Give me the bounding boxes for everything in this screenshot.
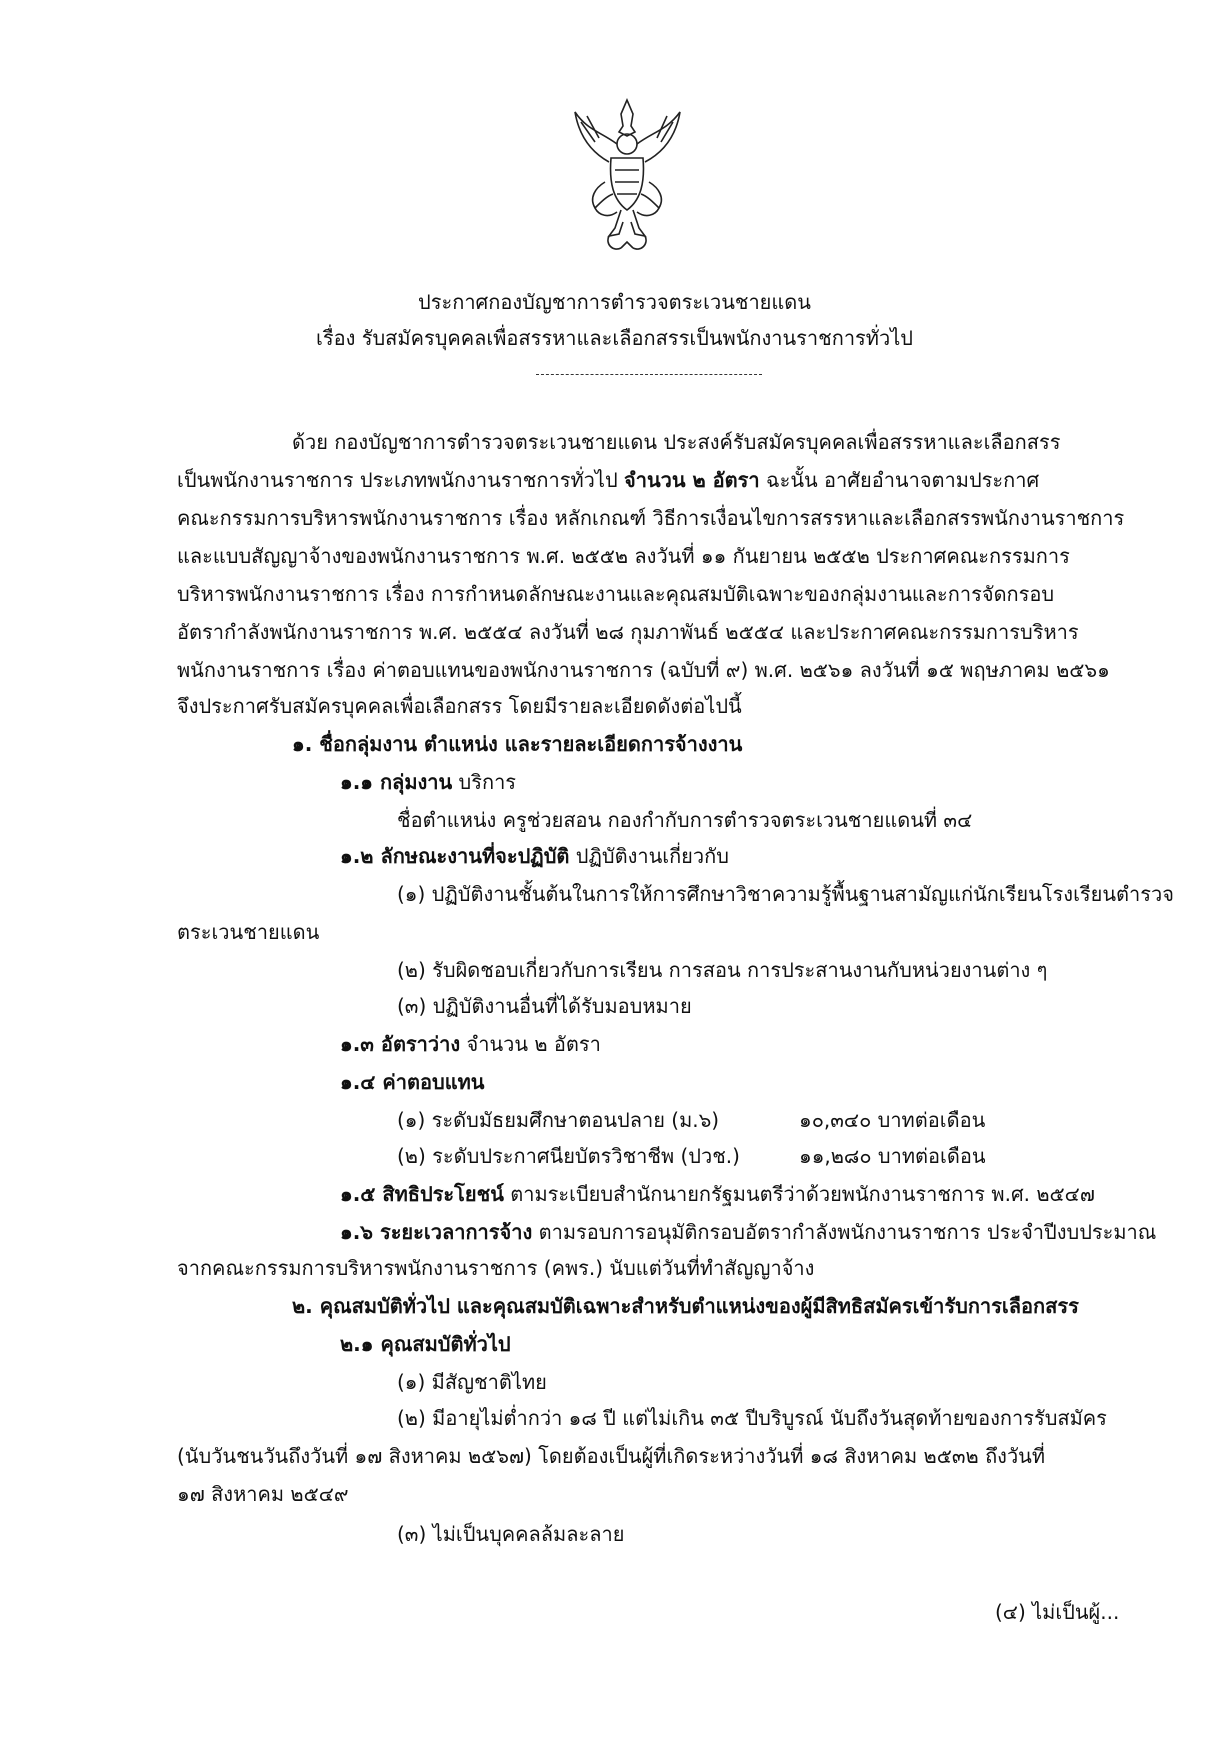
qualification-item-cont: (นับวันชนวันถึงวันที่ ๑๗ สิงหาคม ๒๕๖๗) โดยต้องเป็นผู้ที่เกิดระหว่างวันที่ ๑๘ สิงหาคม ๒๕๓๒ ถึงวันที่ [177,1444,1046,1468]
document-subject: เรื่อง รับสมัครบุคคลเพื่อสรรหาและเลือกสรรเป็นพนักงานราชการทั่วไป [316,326,913,350]
intro-line: ด้วย กองบัญชาการตำรวจตระเวนชายแดน ประสงค์รับสมัครบุคคลเพื่อสรรหาและเลือกสรร [292,430,1061,454]
duty-item: (๒) รับผิดชอบเกี่ยวกับการเรียน การสอน การประสานงานกับหน่วยงานต่าง ๆ [397,958,1048,982]
qualification-item: (๓) ไม่เป็นบุคคลล้มละลาย [397,1522,625,1546]
position-name: ชื่อตำแหน่ง ครูช่วยสอน กองกำกับการตำรวจตระเวนชายแดนที่ ๓๔ [397,808,973,832]
intro-line: และแบบสัญญาจ้างของพนักงานราชการ พ.ศ. ๒๕๕๒ ลงวันที่ ๑๑ กันยายน ๒๕๕๒ ประกาศคณะกรรมการ [177,544,1070,568]
duty-item-cont: ตระเวนชายแดน [177,920,320,944]
subsection-1-5: ๑.๕ สิทธิประโยชน์ ตามระเบียบสำนักนายกรัฐมนตรีว่าด้วยพนักงานราชการ พ.ศ. ๒๕๔๗ [340,1182,1095,1206]
intro-line: เป็นพนักงานราชการ ประเภทพนักงานราชการทั่วไป จำนวน ๒ อัตรา ฉะนั้น อาศัยอำนาจตามประกาศ [177,468,1040,492]
section-heading: ๑. ชื่อกลุ่มงาน ตำแหน่ง และรายละเอียดการจ้างงาน [292,732,743,756]
subsection-1-4: ๑.๔ ค่าตอบแทน [340,1070,485,1094]
subsection-2-1: ๒.๑ คุณสมบัติทั่วไป [340,1332,511,1356]
title-separator [536,374,762,375]
intro-line: พนักงานราชการ เรื่อง ค่าตอบแทนของพนักงานราชการ (ฉบับที่ ๙) พ.ศ. ๒๕๖๑ ลงวันที่ ๑๕ พฤษภาคม ๒๕๖๑ [177,658,1110,682]
pay-amount: ๑๐,๓๔๐ บาทต่อเดือน [799,1108,986,1132]
subsection-1-2: ๑.๒ ลักษณะงานที่จะปฏิบัติ ปฏิบัติงานเกี่ยวกับ [340,844,729,868]
qualification-item: (๒) มีอายุไม่ต่ำกว่า ๑๘ ปี แต่ไม่เกิน ๓๕ ปีบริบูรณ์ นับถึงวันสุดท้ายของการรับสมัคร [397,1406,1107,1430]
intro-line: คณะกรรมการบริหารพนักงานราชการ เรื่อง หลักเกณฑ์ วิธีการเงื่อนไขการสรรหาและเลือกสรรพนักงานราชการ [177,506,1125,530]
subsection-1-1: ๑.๑ กลุ่มงาน บริการ [340,770,517,794]
subsection-1-3: ๑.๓ อัตราว่าง จำนวน ๒ อัตรา [340,1032,601,1056]
intro-line: บริหารพนักงานราชการ เรื่อง การกำหนดลักษณะงานและคุณสมบัติเฉพาะของกลุ่มงานและการจัดกรอบ [177,582,1055,606]
continuation-note: (๔) ไม่เป็นผู้... [995,1600,1120,1624]
subsection-1-6-cont: จากคณะกรรมการบริหารพนักงานราชการ (คพร.) นับแต่วันที่ทำสัญญาจ้าง [177,1256,815,1280]
document-title: ประกาศกองบัญชาการตำรวจตระเวนชายแดน [418,290,811,314]
intro-line: จึงประกาศรับสมัครบุคคลเพื่อเลือกสรร โดยมีรายละเอียดดังต่อไปนี้ [177,694,742,718]
garuda-emblem-icon [565,92,690,262]
pay-level: (๑) ระดับมัธยมศึกษาตอนปลาย (ม.๖) [397,1108,720,1132]
duty-item: (๑) ปฏิบัติงานชั้นต้นในการให้การศึกษาวิชาความรู้พื้นฐานสามัญแก่นักเรียนโรงเรียนตำรวจ [397,882,1174,906]
intro-line: อัตรากำลังพนักงานราชการ พ.ศ. ๒๕๕๔ ลงวันที่ ๒๘ กุมภาพันธ์ ๒๕๕๔ และประกาศคณะกรรมการบริหาร [177,620,1079,644]
pay-level: (๒) ระดับประกาศนียบัตรวิชาชีพ (ปวช.) [397,1144,740,1168]
section-heading: ๒. คุณสมบัติทั่วไป และคุณสมบัติเฉพาะสำหรับตำแหน่งของผู้มีสิทธิสมัครเข้ารับการเลือกสรร [292,1294,1079,1318]
qualification-item: (๑) มีสัญชาติไทย [397,1370,547,1394]
pay-amount: ๑๑,๒๘๐ บาทต่อเดือน [799,1144,986,1168]
qualification-item-cont: ๑๗ สิงหาคม ๒๕๔๙ [177,1482,349,1506]
duty-item: (๓) ปฏิบัติงานอื่นที่ได้รับมอบหมาย [397,994,692,1018]
subsection-1-6: ๑.๖ ระยะเวลาการจ้าง ตามรอบการอนุมัติกรอบอัตรากำลังพนักงานราชการ ประจำปีงบประมาณ [340,1220,1157,1244]
